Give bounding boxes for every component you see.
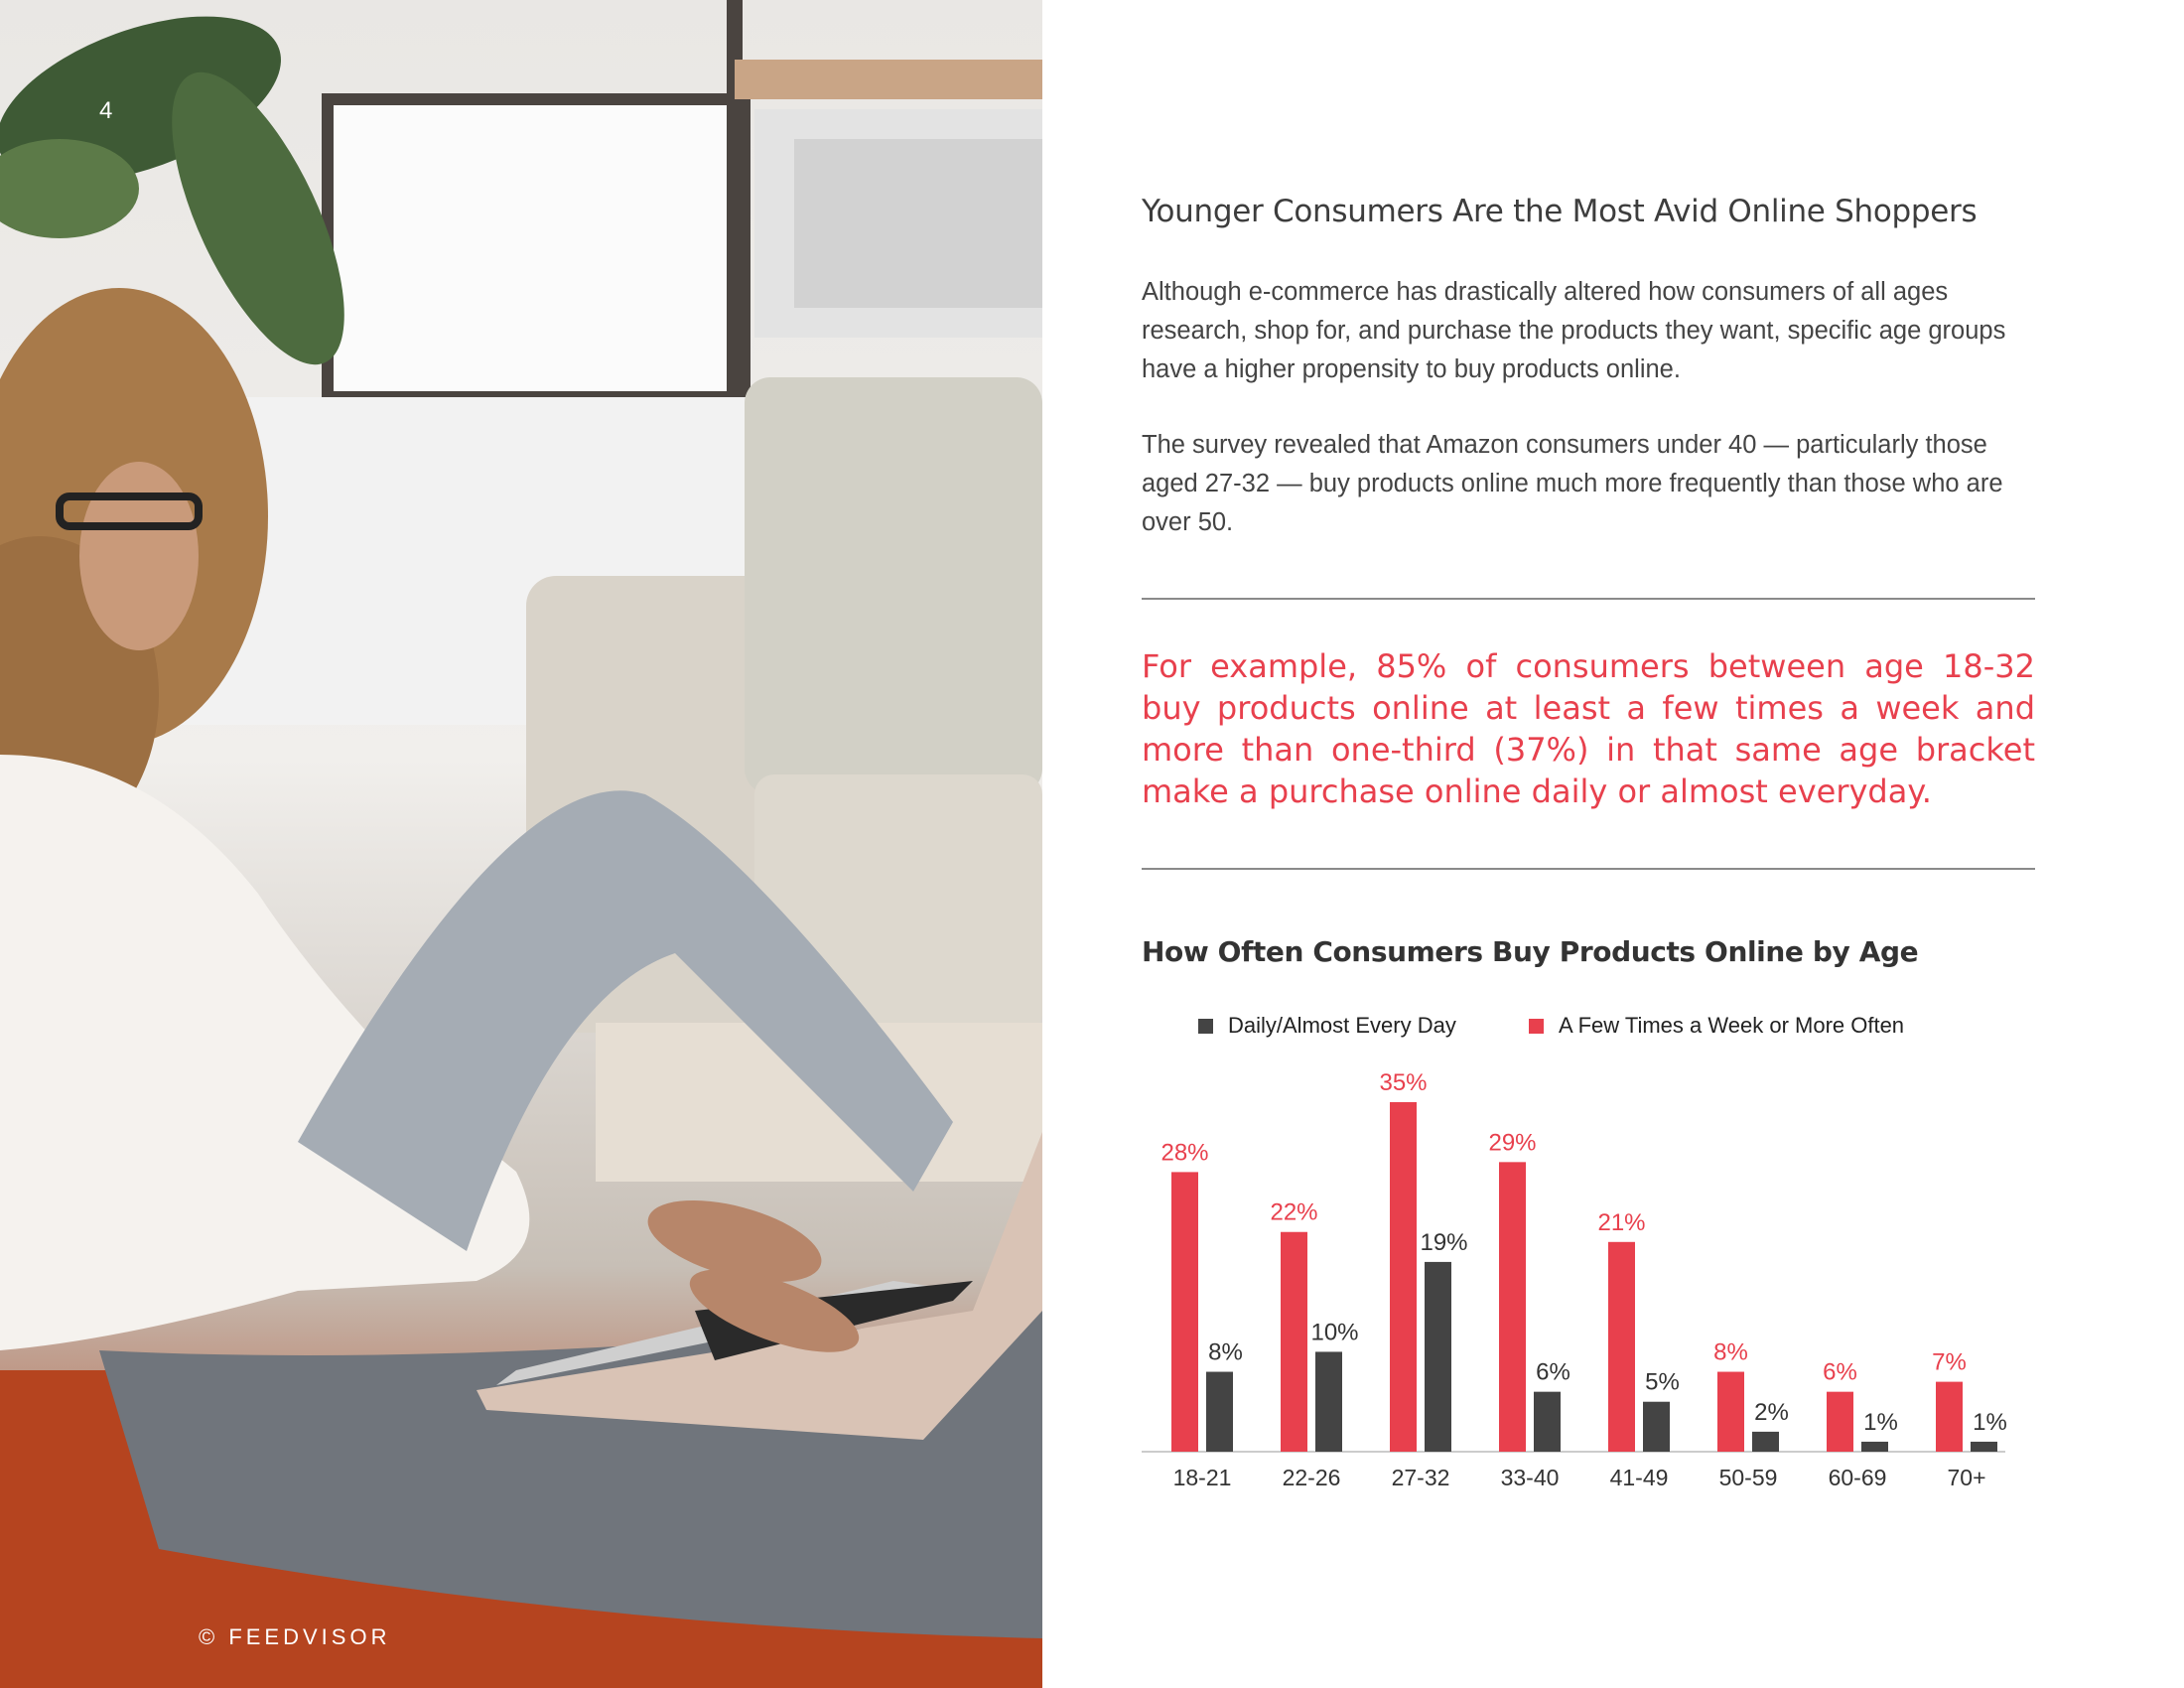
legend-swatch <box>1529 1019 1544 1034</box>
data-label: 21% <box>1597 1208 1646 1236</box>
paragraph-intro: Although e-commerce has drastically altered how consumers of all ages research, shop for, and purchase the products they want, specific age groups have a higher propensity to buy products online. <box>1142 278 2006 383</box>
x-tick-label: 18-21 <box>1172 1465 1232 1490</box>
data-label: 10% <box>1310 1319 1359 1346</box>
bar <box>1717 1372 1744 1452</box>
data-label: 8% <box>1713 1338 1748 1366</box>
divider-bottom <box>1142 868 2035 870</box>
data-label: 7% <box>1932 1348 1967 1376</box>
hero-photo <box>0 0 1042 1688</box>
data-label: 5% <box>1645 1368 1680 1396</box>
data-label: 28% <box>1160 1139 1209 1167</box>
legend-swatch <box>1198 1019 1213 1034</box>
x-tick-label: 50-59 <box>1718 1465 1778 1490</box>
bar <box>1315 1351 1342 1452</box>
bar <box>1534 1392 1561 1452</box>
article-heading: Younger Consumers Are the Most Avid Online Shoppers <box>1142 194 1978 229</box>
data-label: 1% <box>1863 1408 1898 1436</box>
bar <box>1971 1442 1997 1452</box>
paragraph-survey: The survey revealed that Amazon consumers under 40 — particularly those aged 27-32 — buy products online much more frequently than those who are over 50. <box>1142 431 2003 536</box>
x-tick-label: 27-32 <box>1391 1465 1450 1490</box>
bar <box>1171 1172 1198 1452</box>
legend-label: A Few Times a Week or More Often <box>1559 1013 1905 1038</box>
bar <box>1499 1162 1526 1452</box>
bar <box>1936 1382 1963 1452</box>
photo-illustration <box>0 0 1042 1688</box>
legend-label: Daily/Almost Every Day <box>1228 1013 1456 1038</box>
bar <box>1752 1432 1779 1452</box>
x-tick-label: 41-49 <box>1609 1465 1669 1490</box>
bar <box>1390 1102 1417 1452</box>
bar <box>1206 1372 1233 1452</box>
data-label: 6% <box>1536 1358 1570 1386</box>
data-label: 19% <box>1420 1228 1468 1256</box>
data-label: 1% <box>1973 1408 2007 1436</box>
bar <box>1281 1232 1307 1452</box>
divider-top <box>1142 598 2035 600</box>
chart-title: How Often Consumers Buy Products Online by Age <box>1142 935 1919 968</box>
bar <box>1861 1442 1888 1452</box>
x-tick-label: 33-40 <box>1500 1465 1560 1490</box>
bar <box>1608 1242 1635 1452</box>
callout-quote: For example, 85% of consumers between age 18-32 buy products online at least a few times a week and more than one-third (37%) in that same age bracket make a purchase online daily or almost everyday. <box>1142 647 2035 810</box>
x-tick-label: 60-69 <box>1828 1465 1887 1490</box>
bar <box>1827 1392 1853 1452</box>
data-label: 6% <box>1823 1358 1857 1386</box>
bar <box>1643 1402 1670 1452</box>
bar <box>1425 1262 1451 1452</box>
data-label: 35% <box>1379 1069 1428 1096</box>
copyright-notice: © FEEDVISOR <box>199 1624 391 1649</box>
bar-chart <box>1142 1003 2015 1509</box>
x-tick-label: 70+ <box>1947 1465 1986 1490</box>
data-label: 22% <box>1270 1198 1318 1226</box>
page-number: 4 <box>99 97 113 124</box>
x-tick-label: 22-26 <box>1282 1465 1341 1490</box>
data-label: 8% <box>1208 1338 1243 1366</box>
data-label: 2% <box>1754 1398 1789 1426</box>
data-label: 29% <box>1488 1129 1537 1157</box>
